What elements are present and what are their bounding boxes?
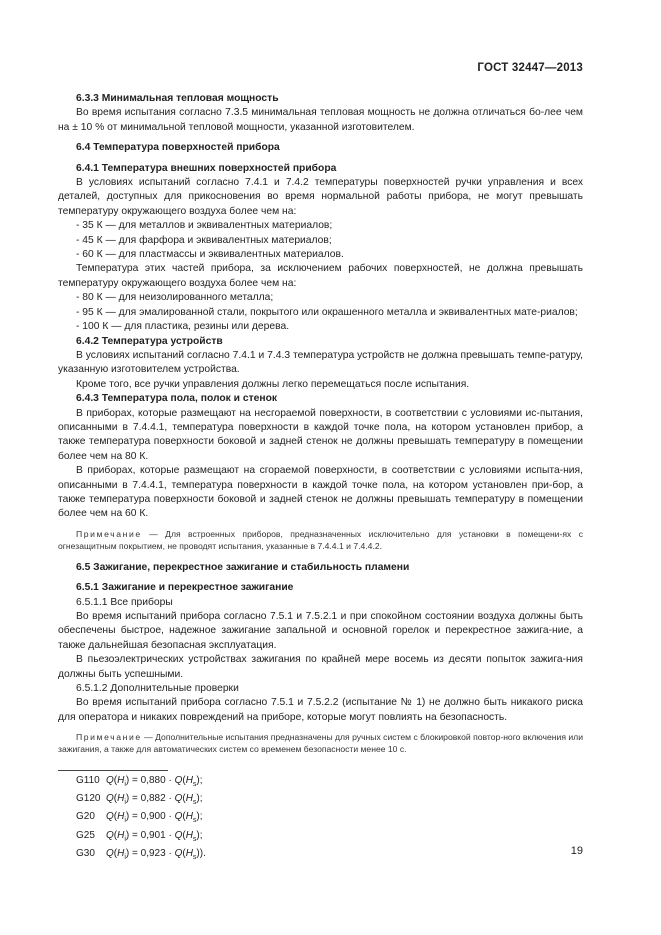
list-item: - 60 К — для пластмассы и эквивалентных материалов. <box>76 249 344 261</box>
gas-code: G30 <box>76 847 95 859</box>
list-item: - 45 К — для фарфора и эквивалентных материалов; <box>76 234 332 246</box>
list-item: - 100 К — для пластика, резины или дерева. <box>76 321 290 333</box>
gas-code: G110 <box>76 775 100 786</box>
note <box>58 528 583 552</box>
footnote-block <box>76 774 206 865</box>
list-item: 6.5.1.1 Все приборы <box>76 596 173 608</box>
formula: $Q(H_i) = 0,882 \cdot Q(H_s)$; <box>106 793 203 807</box>
section-heading: 6.4.2 Температура устройств <box>76 335 223 347</box>
section-heading: 6.4 Температура поверхностей прибора <box>76 142 280 154</box>
paragraph: - 95 К — для эмалированной стали, покрытого или окрашенного металла и эквивалентных мате-риалов; <box>76 306 578 318</box>
footnote-line <box>76 810 206 828</box>
paragraph: В приборах, которые размещают на сгораемой поверхности, в соответствии с условиями испыта-ния, описанными в 7.4.4.1, температура поверхности в каждой точке пола, на котором установлен при-бор, а также температура поверхности боковой и задней стенок не должны превышать температуру в помещении более чем на 60 К. <box>58 465 583 520</box>
page-number: 19 <box>570 845 583 857</box>
paragraph: Температура этих частей прибора, за исключением рабочих поверхностей, не должна превышать температуру окружающего воздуха более чем на: <box>58 263 583 289</box>
paragraph: Кроме того, все ручки управления должны легко перемещаться после испытания. <box>76 378 470 390</box>
gas-code: G120 <box>76 793 101 805</box>
note <box>58 731 583 755</box>
note-text: — Дополнительные испытания предназначены для ручных систем с блокировкой повтор-ного включения или зажигания, а также для автоматических систем со временем безопасности менее 10 с. <box>58 732 583 755</box>
section-heading: 6.3.3 Минимальная тепловая мощность <box>76 93 279 104</box>
gas-code: G25 <box>76 829 95 841</box>
paragraph: В пьезоэлектрических устройствах зажигания по крайней мере восемь из десяти попыток зажига-ния должны быть успешными. <box>58 654 583 680</box>
list-item: 6.5.1.2 Дополнительные проверки <box>76 683 239 695</box>
footnote-line <box>76 774 206 792</box>
footnote-line <box>76 829 206 847</box>
footnote-separator <box>58 770 168 771</box>
note-label: Примечание <box>76 732 142 743</box>
document-body <box>58 92 583 755</box>
paragraph: Во время испытаний прибора согласно 7.5.1 и 7.5.2.2 (испытание № 1) не должно быть никакого риска для оператора и никаких повреждений на приборе, которые могут повлиять на безопасность. <box>58 697 583 723</box>
section-heading: 6.5 Зажигание, перекрестное зажигание и стабильность пламени <box>76 561 410 573</box>
paragraph: Во время испытания согласно 7.3.5 минимальная тепловая мощность не должна отличаться бо-лее чем на ± 10 % от минимальной тепловой мощности, указанной изготовителем. <box>58 107 583 133</box>
paragraph: В условиях испытаний согласно 7.4.1 и 7.4.2 температуры поверхностей ручки управления и всех деталей, доступных для прикосновения во время нормальной работы прибора, не могут превышать температуру окружающего воздуха более чем на: <box>58 177 583 217</box>
section-heading: 6.5.1 Зажигание и перекрестное зажигание <box>76 582 294 594</box>
footnote-line <box>76 847 206 865</box>
spacer <box>58 552 583 561</box>
section-heading: 6.4.1 Температура внешних поверхностей прибора <box>76 162 337 174</box>
standard-code: ГОСТ 32447—2013 <box>477 62 583 74</box>
list-item: - 35 К — для металлов и эквивалентных материалов; <box>76 220 333 232</box>
footnote-line <box>76 792 206 810</box>
section-heading: 6.4.3 Температура пола, полок и стенок <box>76 393 278 405</box>
paragraph: Во время испытаний прибора согласно 7.5.1 и 7.5.2.1 и при спокойном состоянии воздуха должны быть обеспечены быстрое, надежное зажигание запальной и основной горелок и перекрестное зажига-ние, а также дальнейшая безопасная эксплуатация. <box>58 611 583 651</box>
note-label: Примечание <box>76 528 142 539</box>
formula: $Q(H_i) = 0,900 \cdot Q(H_s)$; <box>106 811 203 825</box>
paragraph: В условиях испытаний согласно 7.4.1 и 7.4.3 температура устройств не должна превышать темпе-ратуру, указанную изготовителем устройства. <box>58 349 583 376</box>
formula: $Q(H_i) = 0,923 \cdot Q(H_s)$). <box>106 847 206 861</box>
formula: $Q(H_i) = 0,901 \cdot Q(H_s)$; <box>106 829 203 843</box>
list-item: - 80 К — для неизолированного металла; <box>76 292 274 304</box>
paragraph: В приборах, которые размещают на несгораемой поверхности, в соответствии с условиями ис-пытания, описанными в 7.4.4.1, температура поверхности в каждой точке пола, на котором установлен прибор, а также температура поверхности боковой и задней стенок не должны превышать температуру в помещении более чем на 80 К. <box>58 407 583 462</box>
formula: $Q(H_i) = 0,880 \cdot Q(H_s)$; <box>106 775 203 788</box>
gas-code: G20 <box>76 811 95 823</box>
note-text: — Для встроенных приборов, предназначенных исключительно для установки в помещени-ях с огнезащитным покрытием, не проводят испытания, указанные в 7.4.4.1 и 7.4.4.2. <box>58 528 583 551</box>
